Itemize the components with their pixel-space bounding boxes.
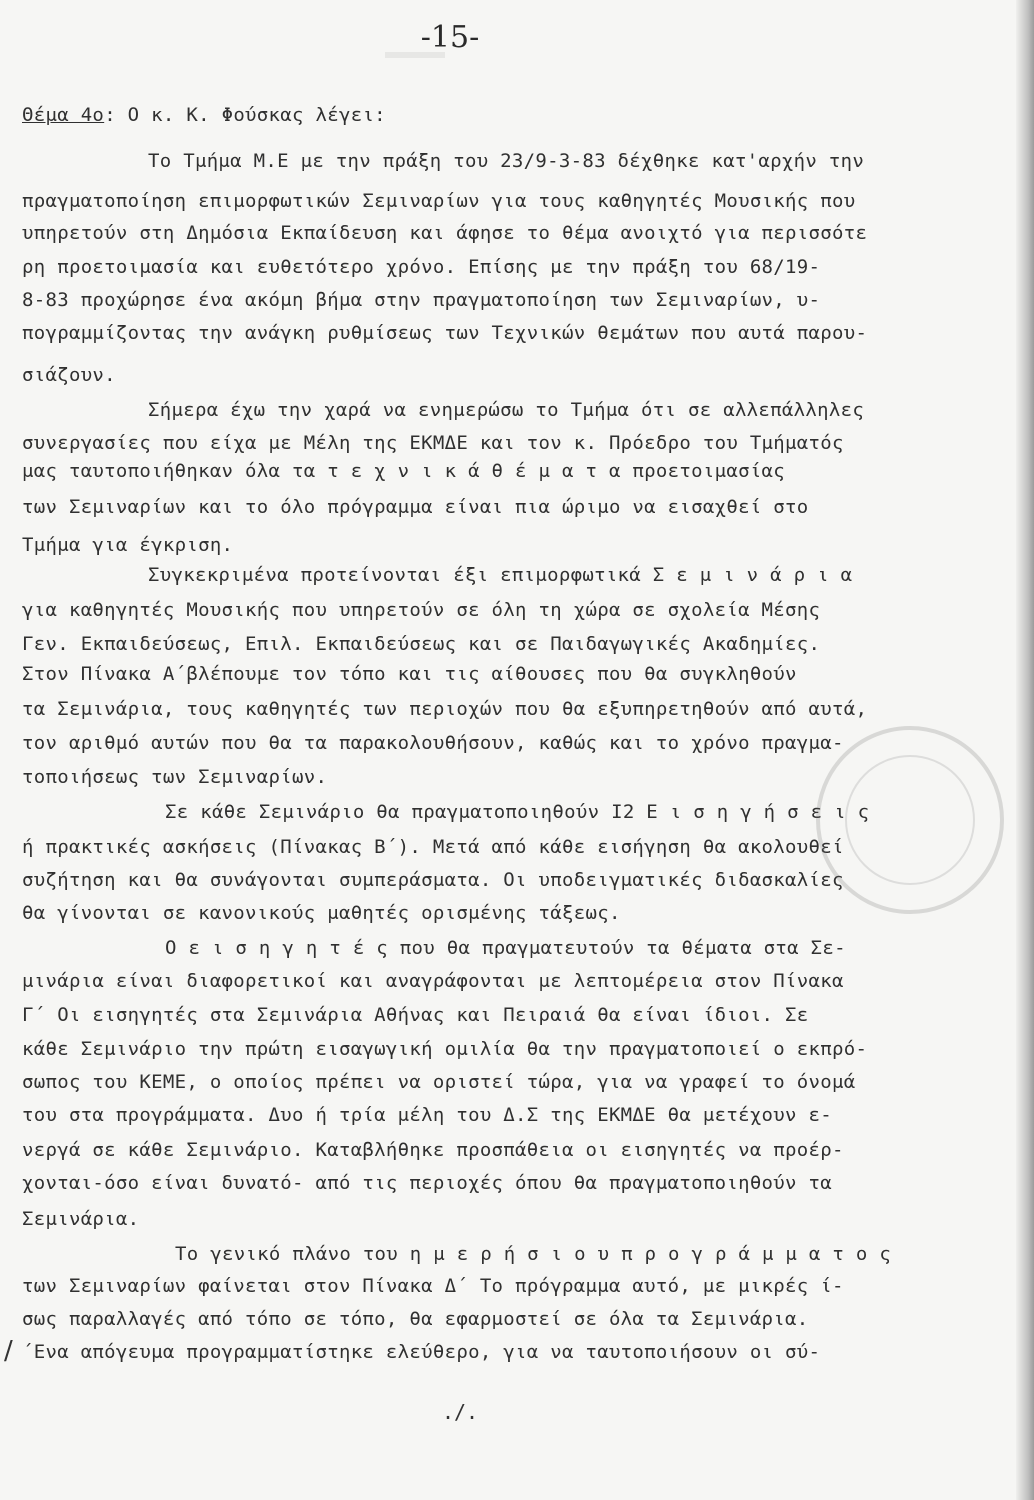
- text-line: Συγκεκριμένα προτείνονται έξι επιμορφωτικά Σ ε μ ι ν ά ρ ι α: [148, 564, 853, 586]
- page-number: -15-: [420, 20, 480, 55]
- text-line: Σεμινάρια.: [22, 1208, 140, 1230]
- text-line: σως παραλλαγές από τόπο σε τόπο, θα εφαρμοστεί σε όλα τα Σεμινάρια.: [22, 1308, 809, 1330]
- text-line: ρη προετοιμασία και ευθετότερο χρόνο. Επίσης με την πράξη του 68/19-: [22, 256, 821, 278]
- heading-text: : Ο κ. Κ. Φούσκας λέγει:: [104, 104, 386, 126]
- faint-stamp-icon: [790, 700, 1030, 940]
- text-line: ή πρακτικές ασκήσεις (Πίνακας Β΄). Μετά από κάθε εισήγηση θα ακολουθεί: [22, 836, 844, 858]
- text-line: Σήμερα έχω την χαρά να ενημερώσω το Τμήμα ότι σε αλλεπάλληλες: [148, 399, 865, 421]
- text-line: θα γίνονται σε κανονικούς μαθητές ορισμένης τάξεως.: [22, 902, 621, 924]
- text-line: Ο ε ι σ η γ η τ έ ς που θα πραγματευτούν τα θέματα στα Σε-: [165, 937, 846, 959]
- text-line: νεργά σε κάθε Σεμινάριο. Καταβλήθηκε προσπάθεια οι εισηγητές να προέρ-: [22, 1139, 844, 1161]
- text-line: πραγματοποίηση επιμορφωτικών Σεμιναρίων για τους καθηγητές Μουσικής που: [22, 190, 856, 212]
- text-line: χονται-όσο είναι δυνατό- από τις περιοχές όπου θα πραγματοποιηθούν τα: [22, 1172, 832, 1194]
- text-line: Τμήμα για έγκριση.: [22, 534, 234, 556]
- text-line: συνεργασίες που είχα με Μέλη της ΕΚΜΔΕ και τον κ. Πρόεδρο του Τμήματός: [22, 432, 844, 454]
- text-line: Σε κάθε Σεμινάριο θα πραγματοποιηθούν Ι2 Ε ι σ η γ ή σ ε ι ς: [165, 801, 870, 823]
- text-line: συζήτηση και θα συνάγονται συμπεράσματα. Οι υποδειγματικές διδασκαλίες: [22, 869, 844, 891]
- text-line: 8-83 προχώρησε ένα ακόμη βήμα στην πραγματοποίηση των Σεμιναρίων, υ-: [22, 289, 821, 311]
- text-line: κάθε Σεμινάριο την πρώτη εισαγωγική ομιλία θα την πραγματοποιεί ο εκπρό-: [22, 1038, 868, 1060]
- text-line: σιάζουν.: [22, 364, 116, 386]
- continued-mark: ./.: [441, 1400, 479, 1424]
- text-line: για καθηγητές Μουσικής που υπηρετούν σε όλη τη χώρα σε σχολεία Μέσης: [22, 599, 821, 621]
- text-line: Στον Πίνακα Α΄βλέπουμε τον τόπο και τις αίθουσες που θα συγκληθούν: [22, 663, 797, 685]
- text-line: του στα προγράμματα. Δυο ή τρία μέλη του Δ.Σ της ΕΚΜΔΕ θα μετέχουν ε-: [22, 1104, 832, 1126]
- text-line: Το Τμήμα Μ.Ε με την πράξη του 23/9-3-83 δέχθηκε κατ'αρχήν την: [148, 150, 865, 172]
- text-line: των Σεμιναρίων φαίνεται στον Πίνακα Δ΄ Το πρόγραμμα αυτό, με μικρές ί-: [22, 1275, 844, 1297]
- text-line: σωπος του ΚΕΜΕ, ο οποίος πρέπει να οριστεί τώρα, για να γραφεί το όνομά: [22, 1071, 856, 1093]
- text-line: μας ταυτοποιήθηκαν όλα τα τ ε χ ν ι κ ά θ έ μ α τ α προετοιμασίας: [22, 460, 786, 482]
- text-line: των Σεμιναρίων και το όλο πρόγραμμα είναι πια ώριμο να εισαχθεί στο: [22, 496, 809, 518]
- page-edge-shadow: [1016, 0, 1034, 1500]
- text-line: ΄Ενα απόγευμα προγραμματίστηκε ελεύθερο, για να ταυτοποιήσουν οι σύ-: [22, 1341, 821, 1363]
- text-line: υπηρετούν στη Δημόσια Εκπαίδευση και άφησε το θέμα ανοιχτό για περισσότε: [22, 222, 868, 244]
- margin-mark: /: [4, 1336, 13, 1366]
- text-line: πογραμμίζοντας την ανάγκη ρυθμίσεως των Τεχνικών θεμάτων που αυτά παρου-: [22, 322, 868, 344]
- text-line: Το γενικό πλάνο του η μ ε ρ ή σ ι ο υ π ρ ο γ ρ ά μ μ α τ ο ς: [175, 1243, 892, 1265]
- text-line: Γ΄ Οι εισηγητές στα Σεμινάρια Αθήνας και Πειραιά θα είναι ίδιοι. Σε: [22, 1004, 809, 1026]
- text-line: μινάρια είναι διαφορετικοί και αναγράφονται με λεπτομέρεια στον Πίνακα: [22, 970, 844, 992]
- text-line: τον αριθμό αυτών που θα τα παρακολουθήσουν, καθώς και το χρόνο πραγμα-: [22, 732, 844, 754]
- heading-label: Θέμα 4ο: [22, 104, 105, 126]
- text-line: Γεν. Εκπαιδεύσεως, Επιλ. Εκπαιδεύσεως και σε Παιδαγωγικές Ακαδημίες.: [22, 633, 821, 655]
- text-line: τα Σεμινάρια, τους καθηγητές των περιοχών που θα εξυπηρετηθούν από αυτά,: [22, 698, 868, 720]
- text-line: τοποιήσεως των Σεμιναρίων.: [22, 766, 328, 788]
- section-heading: [22, 104, 386, 126]
